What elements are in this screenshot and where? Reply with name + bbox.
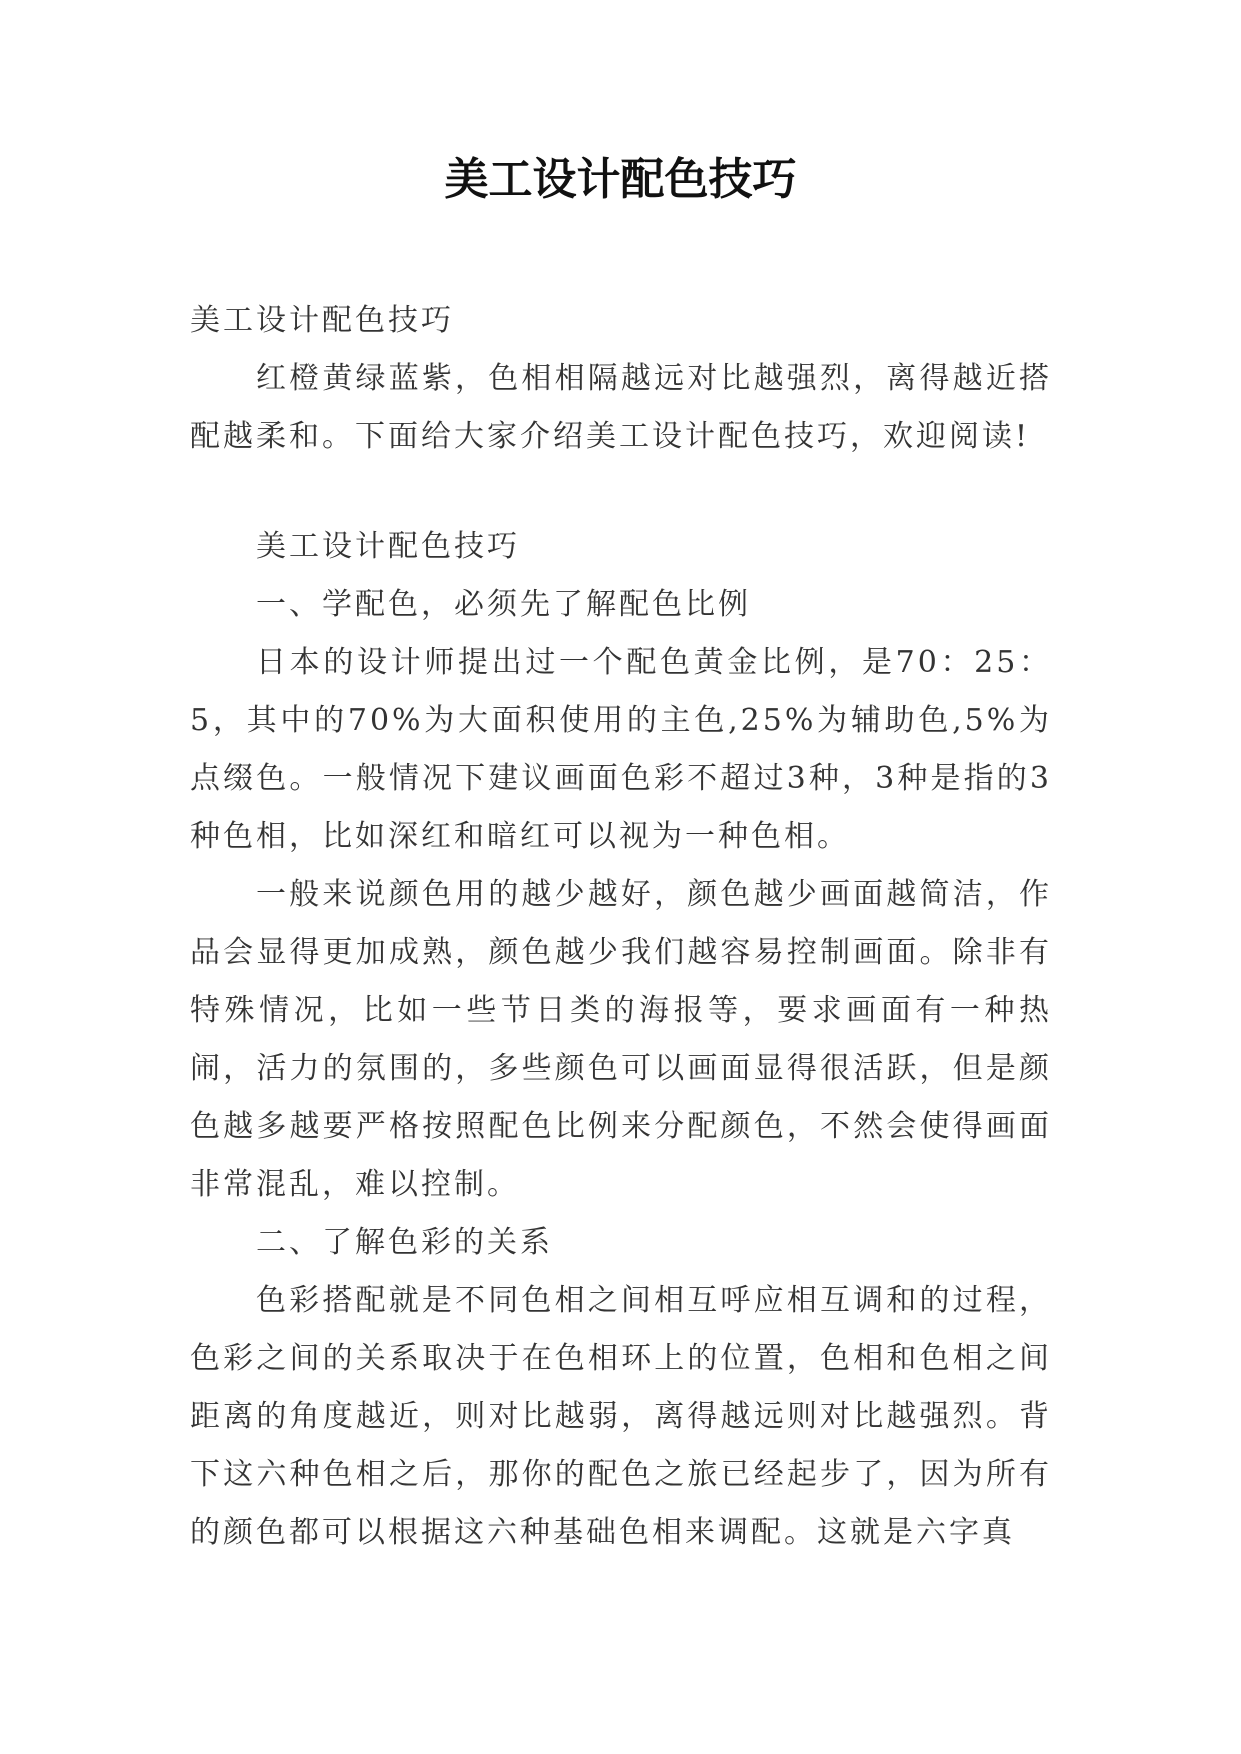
intro-paragraph: 红橙黄绿蓝紫，色相相隔越远对比越强烈，离得越近搭配越柔和。下面给大家介绍美工设计配色技巧，欢迎阅读!	[190, 361, 1052, 454]
fewer-colors-paragraph: 一般来说颜色用的越少越好，颜色越少画面越简洁，作品会显得更加成熟，颜色越少我们越容易控制画面。除非有特殊情况，比如一些节日类的海报等，要求画面有一种热闹，活力的氛围的，多些颜色可以画面显得很活跃，但是颜色越多越要严格按照配色比例来分配颜色，不然会使得画面非常混乱，难以控制。	[190, 877, 1052, 1202]
subtitle-paragraph: 美工设计配色技巧	[190, 303, 454, 338]
document-title: 美工设计配色技巧	[444, 154, 797, 205]
ratio-paragraph: 日本的设计师提出过一个配色黄金比例，是70：25：5，其中的70%为大面积使用的主色,25%为辅助色,5%为点缀色。一般情况下建议画面色彩不超过3种，3种是指的3种色相，比如深红和暗红可以视为一种色相。	[190, 645, 1052, 854]
document-body	[190, 292, 1052, 1562]
section-two-heading: 二、了解色彩的关系	[256, 1225, 553, 1260]
color-relation-paragraph: 色彩搭配就是不同色相之间相互呼应相互调和的过程，色彩之间的关系取决于在色相环上的位置，色相和色相之间距离的角度越近，则对比越弱，离得越远则对比越强烈。背下这六种色相之后，那你的配色之旅已经起步了，因为所有的颜色都可以根据这六种基础色相来调配。这就是六字真	[190, 1283, 1052, 1550]
section-heading: 美工设计配色技巧	[256, 529, 520, 564]
section-one-heading: 一、学配色，必须先了解配色比例	[256, 587, 751, 622]
